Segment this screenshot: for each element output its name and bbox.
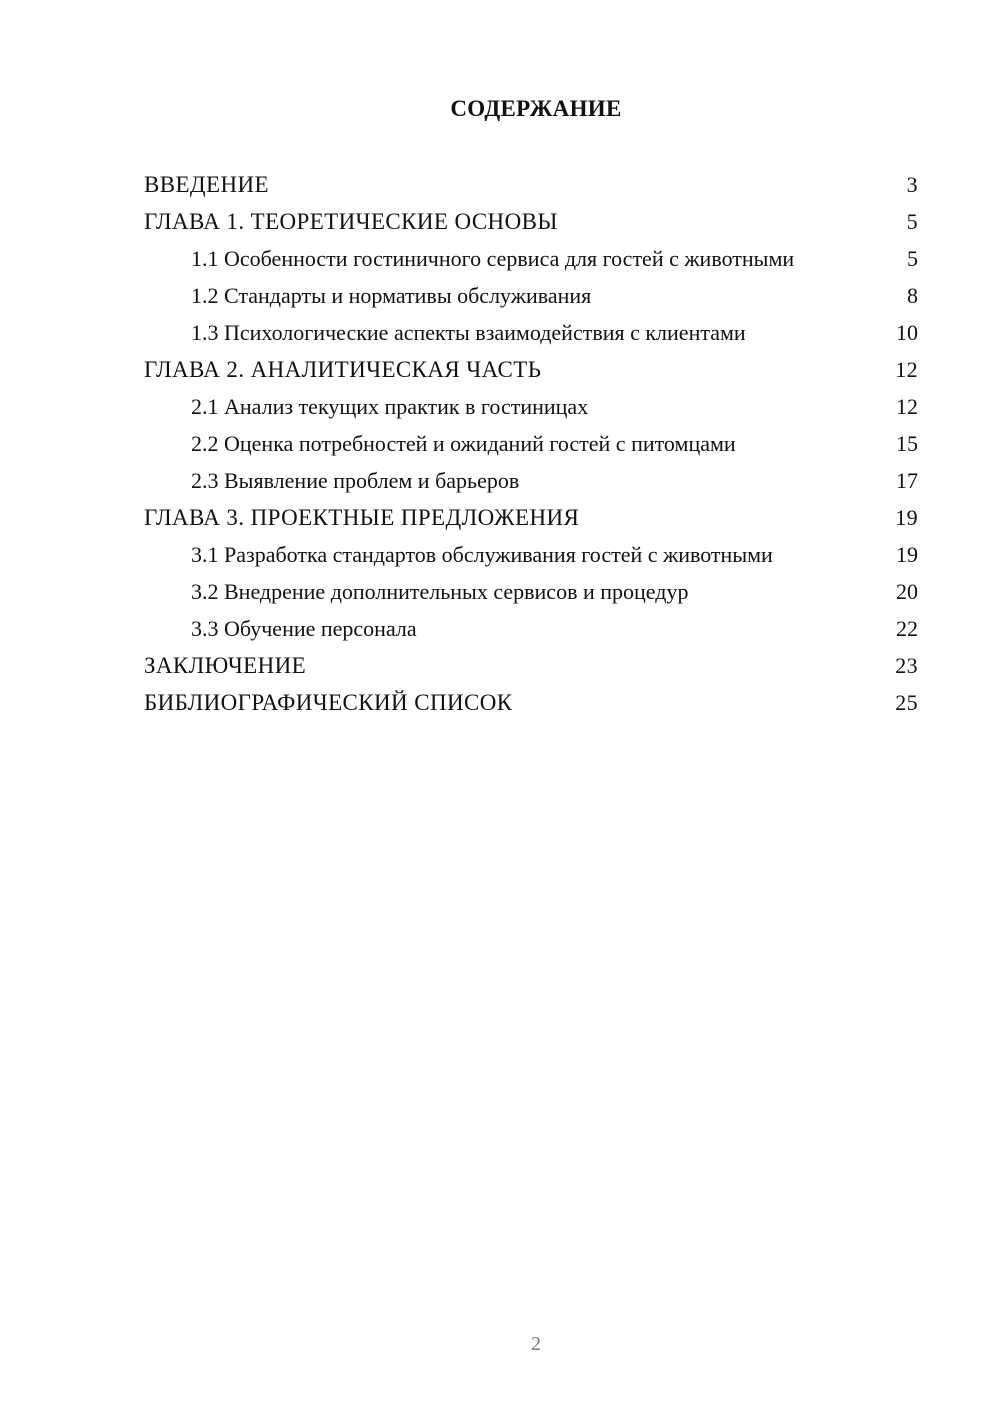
toc-entry-label: 3.1 Разработка стандартов обслуживания гостей с животными <box>191 542 773 567</box>
toc-entry-label: БИБЛИОГРАФИЧЕСКИЙ СПИСОК <box>144 690 513 715</box>
page-number: 2 <box>531 1333 541 1355</box>
toc-entry-label: ГЛАВА 1. ТЕОРЕТИЧЕСКИЕ ОСНОВЫ <box>144 209 558 234</box>
toc-entry-page: 22 <box>896 616 918 641</box>
toc-entry-section-3-3 <box>144 614 918 651</box>
toc-entry-label: ГЛАВА 2. АНАЛИТИЧЕСКАЯ ЧАСТЬ <box>144 357 542 382</box>
toc-entry-label: 2.2 Оценка потребностей и ожиданий гостей с питомцами <box>191 431 736 456</box>
toc-entry-introduction <box>144 170 918 207</box>
toc-entry-page: 12 <box>895 357 918 382</box>
toc-entry-page: 12 <box>896 394 918 419</box>
toc-entry-page: 10 <box>896 320 918 345</box>
toc-entry-page: 3 <box>906 172 918 197</box>
toc-entry-label: 3.2 Внедрение дополнительных сервисов и процедур <box>191 579 689 604</box>
toc-entry-conclusion <box>144 651 918 688</box>
toc-entry-page: 5 <box>906 209 918 234</box>
toc-entry-section-1-1 <box>144 244 918 281</box>
toc-entry-label: 3.3 Обучение персонала <box>191 616 417 641</box>
toc-entry-section-2-2 <box>144 429 918 466</box>
page-title: СОДЕРЖАНИЕ <box>450 96 622 121</box>
toc-entry-section-1-2 <box>144 281 918 318</box>
toc-entry-section-3-2 <box>144 577 918 614</box>
toc-entry-label: 1.2 Стандарты и нормативы обслуживания <box>191 283 592 308</box>
toc-entry-section-2-1 <box>144 392 918 429</box>
toc-entry-label: ВВЕДЕНИЕ <box>144 172 269 197</box>
toc-entry-chapter-2 <box>144 355 918 392</box>
toc-entry-label: 2.1 Анализ текущих практик в гостиницах <box>191 394 589 419</box>
toc-entry-page: 19 <box>895 505 918 530</box>
toc-entry-page: 17 <box>896 468 918 493</box>
toc-entry-page: 15 <box>896 431 918 456</box>
toc-entry-label: ГЛАВА 3. ПРОЕКТНЫЕ ПРЕДЛОЖЕНИЯ <box>144 505 580 530</box>
toc-entry-label: 1.3 Психологические аспекты взаимодействия с клиентами <box>191 320 746 345</box>
toc-entry-chapter-1 <box>144 207 918 244</box>
toc-entry-page: 23 <box>895 653 918 678</box>
toc-entry-page: 20 <box>896 579 918 604</box>
toc-entry-section-3-1 <box>144 540 918 577</box>
toc-entry-label: 2.3 Выявление проблем и барьеров <box>191 468 520 493</box>
toc-entry-section-1-3 <box>144 318 918 355</box>
toc-entry-label: 1.1 Особенности гостиничного сервиса для гостей с животными <box>191 246 795 271</box>
table-of-contents <box>144 170 918 725</box>
toc-entry-bibliography <box>144 688 918 725</box>
toc-entry-chapter-3 <box>144 503 918 540</box>
toc-entry-page: 25 <box>895 690 918 715</box>
toc-entry-section-2-3 <box>144 466 918 503</box>
toc-entry-page: 19 <box>896 542 918 567</box>
toc-entry-label: ЗАКЛЮЧЕНИЕ <box>144 653 307 678</box>
toc-entry-page: 5 <box>907 246 918 271</box>
toc-entry-page: 8 <box>907 283 918 308</box>
